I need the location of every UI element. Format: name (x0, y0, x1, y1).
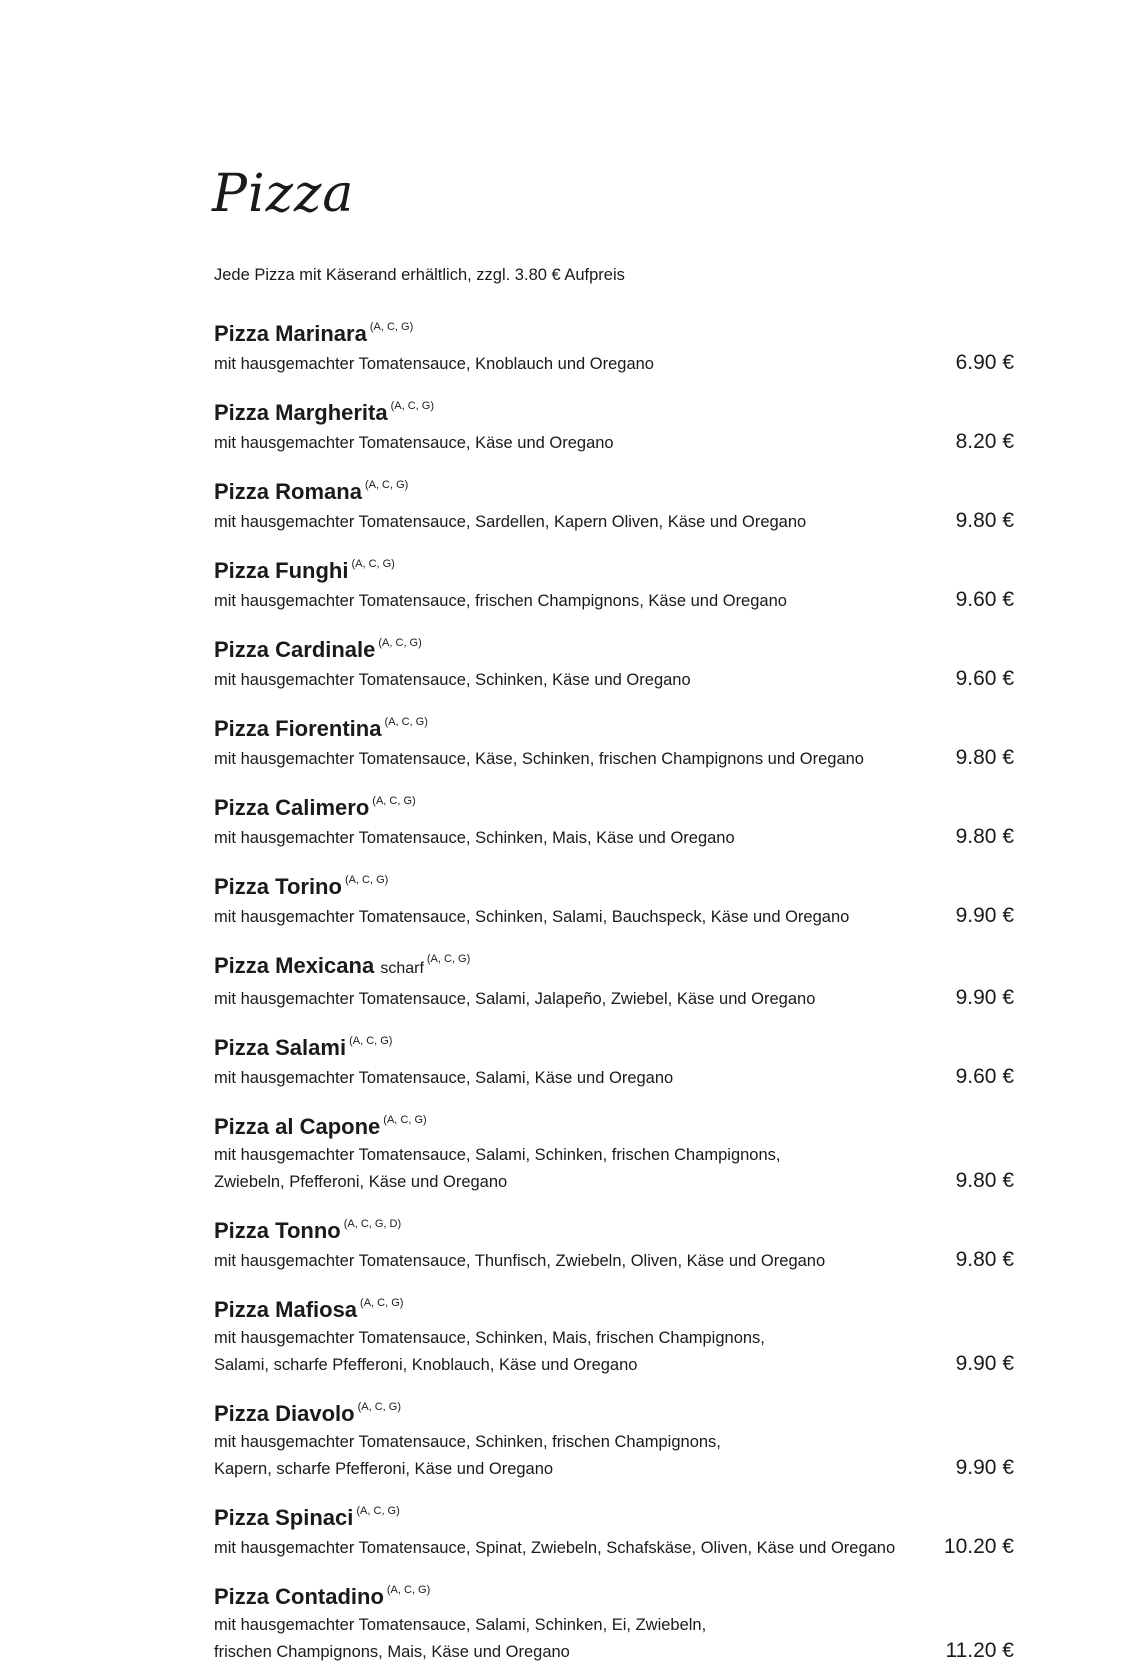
menu-item (214, 944, 1014, 1026)
menu-item-name: Pizza Salami (214, 1035, 347, 1060)
menu-item-description (214, 986, 815, 1013)
description-line: mit hausgemachter Tomatensauce, Thunfisch, Zwiebeln, Oliven, Käse und Oregano (214, 1252, 826, 1270)
menu-item-price: 9.80 € (955, 509, 1014, 532)
allergen-codes: (A, C, G) (364, 479, 409, 491)
menu-item (214, 1575, 1014, 1679)
menu-item-name-line (214, 628, 1014, 665)
menu-item-description (214, 667, 691, 694)
description-line: mit hausgemachter Tomatensauce, Schinken, Mais, frischen Champignons, (214, 1329, 765, 1347)
menu-item-name: Pizza Torino (214, 874, 342, 899)
menu-item (214, 549, 1014, 628)
description-line: frischen Champignons, Mais, Käse und Oregano (214, 1643, 570, 1661)
description-line: mit hausgemachter Tomatensauce, Salami, Käse und Oregano (214, 1069, 674, 1087)
description-line: mit hausgemachter Tomatensauce, Salami, Schinken, Ei, Zwiebeln, (214, 1616, 707, 1634)
menu-item-detail-row (214, 349, 1014, 378)
menu-item-detail-row (214, 1533, 1014, 1562)
menu-item-price: 9.60 € (955, 1065, 1014, 1088)
menu-item-description (214, 588, 787, 615)
menu-item (214, 786, 1014, 865)
menu-item-detail-row (214, 744, 1014, 773)
menu-item-description (214, 1429, 721, 1483)
allergen-codes: (A, C, G) (426, 953, 471, 965)
menu-item-description (214, 1325, 765, 1379)
menu-item (214, 1392, 1014, 1496)
menu-item (214, 391, 1014, 470)
menu-item-name-line (214, 865, 1014, 902)
menu-item-name-line (214, 1105, 1014, 1142)
menu-item-price: 6.90 € (955, 351, 1014, 374)
menu-item-detail-row (214, 984, 1014, 1013)
menu-item-name: Pizza Diavolo (214, 1401, 355, 1426)
description-line: Kapern, scharfe Pfefferoni, Käse und Oregano (214, 1460, 554, 1478)
allergen-codes: (A, C, G) (383, 1114, 427, 1126)
menu-item-price: 9.90 € (955, 1456, 1014, 1479)
menu-item-description (214, 904, 849, 931)
menu-item-name-line (214, 1288, 1014, 1325)
menu-item-detail-row (214, 1325, 1014, 1379)
menu-item (214, 1288, 1014, 1392)
allergen-codes: (A, C, G) (356, 1505, 400, 1517)
menu-item-price: 9.90 € (955, 904, 1014, 927)
menu-item-name: Pizza Margherita (214, 400, 388, 425)
allergen-codes: (A, C, G) (378, 637, 422, 649)
menu-item (214, 1496, 1014, 1575)
menu-item (214, 865, 1014, 944)
description-line: mit hausgemachter Tomatensauce, Schinken, frischen Champignons, (214, 1433, 721, 1451)
allergen-codes: (A, C, G, D) (343, 1218, 402, 1230)
description-line: mit hausgemachter Tomatensauce, Salami, Schinken, frischen Champignons, (214, 1146, 781, 1164)
allergen-codes: (A, C, G) (369, 321, 414, 333)
menu-list (214, 312, 1014, 1679)
description-line: mit hausgemachter Tomatensauce, Schinken, Mais, Käse und Oregano (214, 829, 735, 847)
menu-item-description (214, 351, 654, 378)
description-line: mit hausgemachter Tomatensauce, Käse, Schinken, frischen Champignons und Oregano (214, 750, 864, 768)
menu-item (214, 1209, 1014, 1288)
menu-item-detail-row (214, 586, 1014, 615)
allergen-codes: (A, C, G) (372, 795, 416, 807)
menu-item-description (214, 825, 735, 852)
description-line: Salami, scharfe Pfefferoni, Knoblauch, Käse und Oregano (214, 1356, 638, 1374)
description-line: mit hausgemachter Tomatensauce, Schinken, Salami, Bauchspeck, Käse und Oregano (214, 908, 850, 926)
menu-item-name-line (214, 391, 1014, 428)
menu-item-description (214, 430, 614, 457)
menu-item-detail-row (214, 1246, 1014, 1275)
allergen-codes: (A, C, G) (386, 1584, 431, 1596)
allergen-codes: (A, C, G) (360, 1297, 404, 1309)
menu-item-name: Pizza Calimero (214, 795, 370, 820)
menu-item (214, 1105, 1014, 1209)
menu-item-price: 9.90 € (955, 1352, 1014, 1375)
menu-item-price: 9.80 € (955, 1169, 1014, 1192)
menu-item-description (214, 746, 864, 773)
menu-item-name: Pizza Contadino (214, 1584, 384, 1609)
menu-item-description (214, 1248, 825, 1275)
menu-item-price: 9.80 € (955, 1248, 1014, 1271)
menu-item-name-line (214, 707, 1014, 744)
allergen-codes: (A, C, G) (357, 1401, 401, 1413)
menu-item (214, 707, 1014, 786)
menu-item-name: Pizza al Capone (214, 1114, 381, 1139)
menu-item-name-line (214, 312, 1014, 349)
menu-item-name: Pizza Romana (214, 479, 362, 504)
allergen-codes: (A, C, G) (344, 874, 389, 886)
menu-item-price: 8.20 € (955, 430, 1014, 453)
allergen-codes: (A, C, G) (349, 1035, 393, 1047)
menu-item-detail-row (214, 1142, 1014, 1196)
description-line: mit hausgemachter Tomatensauce, Knoblauch und Oregano (214, 355, 654, 373)
menu-item-price: 11.20 € (945, 1639, 1014, 1662)
allergen-codes: (A, C, G) (384, 716, 428, 728)
menu-item-detail-row (214, 823, 1014, 852)
menu-item-name: Pizza Funghi (214, 558, 349, 583)
description-line: mit hausgemachter Tomatensauce, frischen Champignons, Käse und Oregano (214, 592, 787, 610)
menu-item-price: 9.80 € (955, 825, 1014, 848)
menu-item-name-line (214, 1392, 1014, 1429)
allergen-codes: (A, C, G) (390, 400, 434, 412)
menu-item-description (214, 509, 806, 536)
menu-item-price: 10.20 € (943, 1535, 1014, 1558)
description-line: Zwiebeln, Pfefferoni, Käse und Oregano (214, 1173, 508, 1191)
menu-item-price: 9.60 € (955, 667, 1014, 690)
description-line: mit hausgemachter Tomatensauce, Schinken, Käse und Oregano (214, 671, 691, 689)
menu-item-price: 9.90 € (955, 986, 1014, 1009)
menu-item-note: scharf (380, 960, 424, 977)
intro-text: Jede Pizza mit Käserand erhältlich, zzgl. 3.80 € Aufpreis (214, 266, 625, 284)
menu-item-name-line (214, 1575, 1014, 1612)
menu-item-name-line (214, 1026, 1014, 1063)
menu-item-name-line (214, 549, 1014, 586)
menu-item-name: Pizza Mafiosa (214, 1297, 358, 1322)
menu-item-description (214, 1612, 706, 1666)
menu-item-name: Pizza Marinara (214, 321, 367, 346)
menu-item-name-line (214, 1496, 1014, 1533)
menu-item-detail-row (214, 665, 1014, 694)
menu-item-name-line (214, 944, 1014, 984)
menu-item-name: Pizza Mexicana (214, 953, 375, 978)
menu-item-name-line (214, 786, 1014, 823)
menu-item-detail-row (214, 1429, 1014, 1483)
menu-item-price: 9.80 € (955, 746, 1014, 769)
description-line: mit hausgemachter Tomatensauce, Salami, Jalapeño, Zwiebel, Käse und Oregano (214, 990, 816, 1008)
menu-item (214, 1026, 1014, 1105)
menu-item-price: 9.60 € (955, 588, 1014, 611)
page-title: Pizza (212, 164, 355, 224)
menu-item (214, 312, 1014, 391)
description-line: mit hausgemachter Tomatensauce, Spinat, Zwiebeln, Schafskäse, Oliven, Käse und Oregano (214, 1539, 896, 1557)
menu-item-name: Pizza Tonno (214, 1218, 341, 1243)
menu-item (214, 470, 1014, 549)
menu-item-detail-row (214, 1063, 1014, 1092)
menu-item (214, 628, 1014, 707)
menu-item-name: Pizza Spinaci (214, 1505, 354, 1530)
menu-item-detail-row (214, 902, 1014, 931)
menu-item-description (214, 1142, 781, 1196)
menu-item-name: Pizza Cardinale (214, 637, 376, 662)
menu-item-name: Pizza Fiorentina (214, 716, 382, 741)
menu-item-detail-row (214, 1612, 1014, 1666)
menu-item-name-line (214, 1209, 1014, 1246)
menu-item-detail-row (214, 507, 1014, 536)
allergen-codes: (A, C, G) (351, 558, 395, 570)
menu-item-name-line (214, 470, 1014, 507)
menu-item-description (214, 1535, 895, 1562)
menu-item-description (214, 1065, 673, 1092)
description-line: mit hausgemachter Tomatensauce, Sardellen, Kapern Oliven, Käse und Oregano (214, 513, 807, 531)
menu-item-detail-row (214, 428, 1014, 457)
description-line: mit hausgemachter Tomatensauce, Käse und Oregano (214, 434, 614, 452)
